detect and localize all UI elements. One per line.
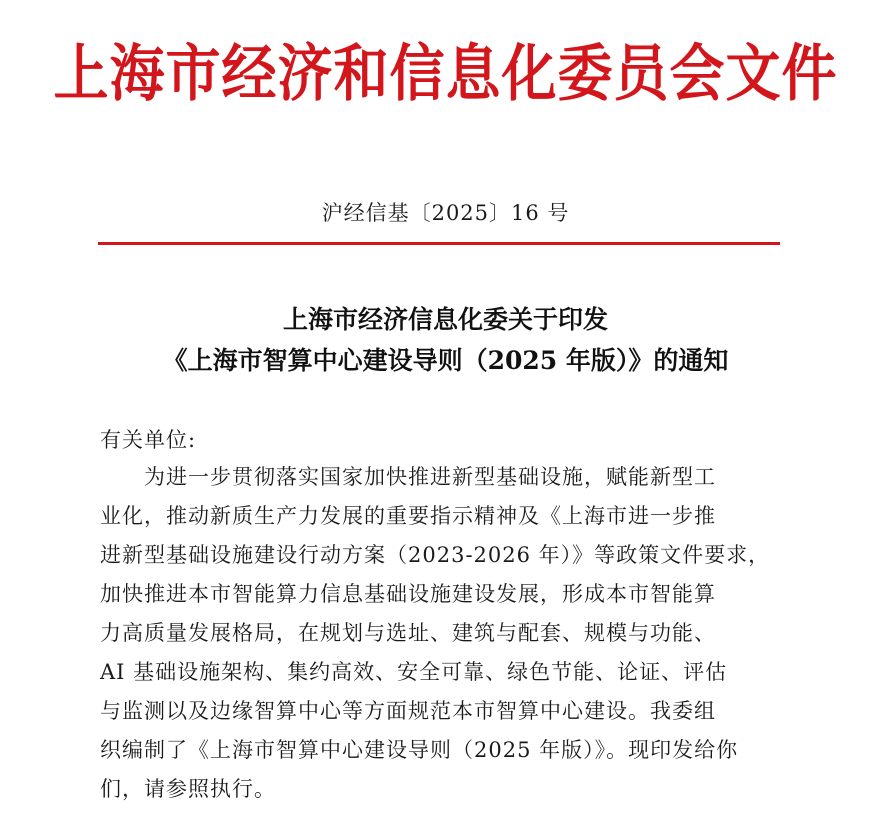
body-line: AI 基础设施架构、集约高效、安全可靠、绿色节能、论证、评估 — [100, 660, 728, 684]
notice-title-line-1: 上海市经济信息化委关于印发 — [282, 305, 608, 334]
red-separator-line — [98, 242, 780, 245]
body-line: 加快推进本市智能算力信息基础设施建设发展，形成本市智能算 — [100, 582, 716, 606]
body-line: 力高质量发展格局，在规划与选址、建筑与配套、规模与功能、 — [100, 621, 716, 645]
notice-title-line-2: 《上海市智算中心建设导则（2025 年版）》的通知 — [162, 346, 729, 375]
body-line: 们，请参照执行。 — [100, 777, 276, 801]
issuer-header-title: 上海市经济和信息化委员会文件 — [53, 36, 838, 109]
body-line: 织编制了《上海市智算中心建设导则（2025 年版）》。现印发给你 — [100, 738, 739, 762]
body-line: 业化，推动新质生产力发展的重要指示精神及《上海市进一步推 — [100, 504, 716, 528]
body-line: 进新型基础设施建设行动方案（2023-2026 年）》等政策文件要求， — [100, 543, 771, 567]
body-line: 为进一步贯彻落实国家加快推进新型基础设施，赋能新型工 — [100, 465, 716, 489]
body-line: 与监测以及边缘智算中心等方面规范本市智算中心建设。我委组 — [100, 699, 716, 723]
salutation: 有关单位: — [100, 428, 197, 452]
document-number: 沪经信基〔2025〕16 号 — [321, 201, 570, 225]
